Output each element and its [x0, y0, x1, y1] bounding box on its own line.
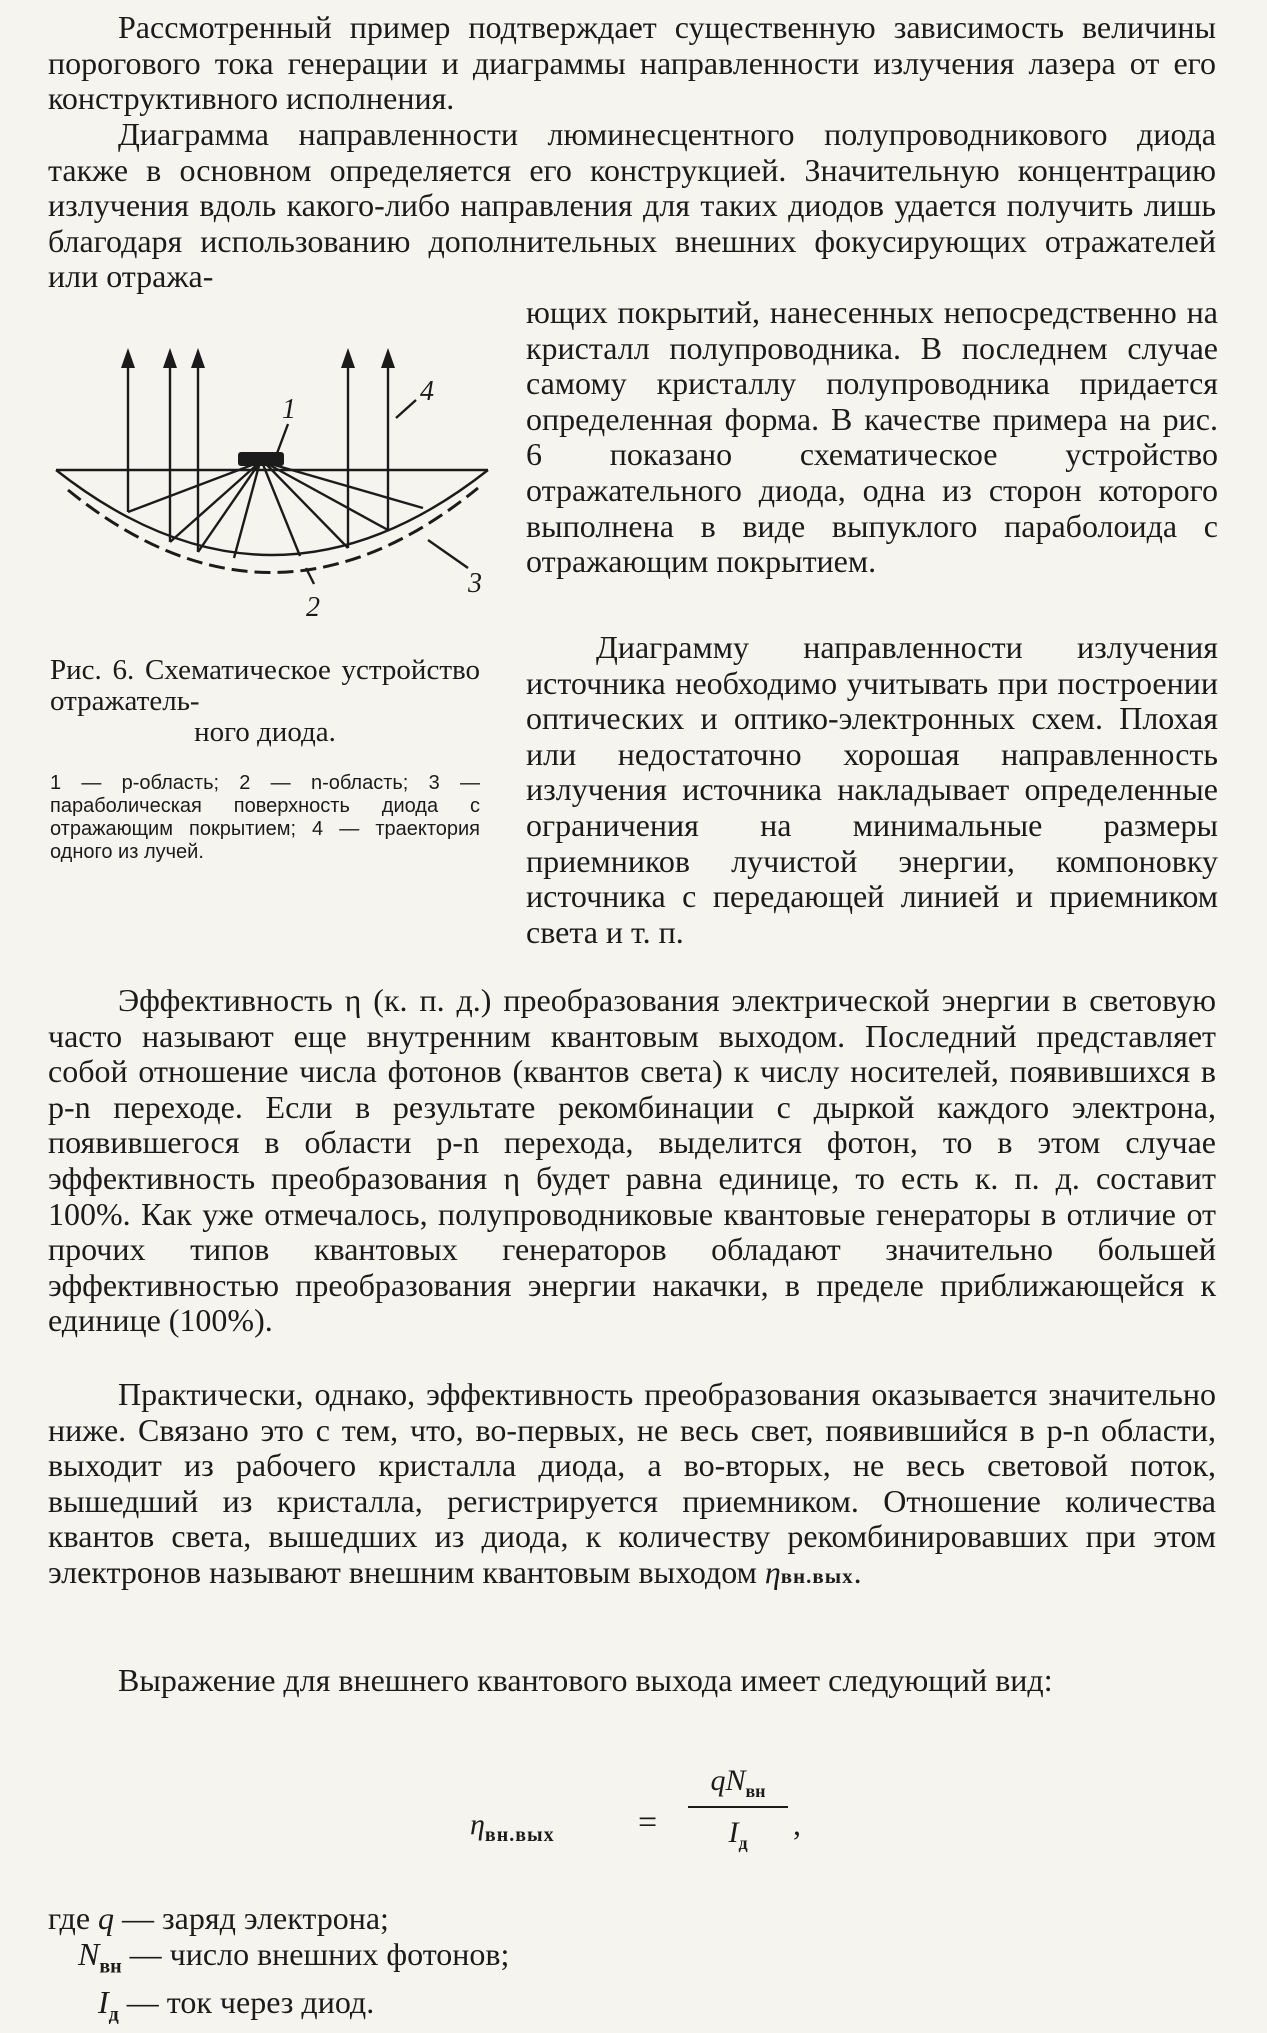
paragraph-6: Выражение для внешнего квантового выхода имеет следующий вид: [118, 1662, 1053, 1698]
paragraph-1: Рассмотренный пример подтверждает существенную зависимость величины порогового тока генерации и диаграммы направленности излучения лазера от его конструктивного исполнения. [48, 9, 1216, 117]
label-1: 1 [282, 394, 296, 425]
p-region-chip [238, 452, 284, 466]
paragraph-5-text: Практически, однако, эффективность преобразования оказывается значительно ниже. Связано это с тем, что, во-первых, не весь свет, появившийся в p-n области, выходит из рабочего кристалла диода, а во-вторых, не весь световой поток, вышедший из кристалла, регистрируется приемником. Отношение количества квантов света, вышедших из диода, к количеству рекомбинировавших при этом электронов называют внешним квантовым выходом [48, 1376, 1216, 1590]
definition-i: $I_д$ — ток через диод. [98, 1984, 375, 2026]
figure-caption-line-2: ного диода. [194, 716, 336, 748]
paragraph-5 [48, 1377, 1216, 1595]
figure-caption-line-1: Рис. 6. Схематическое устройство отражатель- [50, 654, 480, 717]
figure-legend: 1 — p-область; 2 — n-область; 3 — параболическая поверхность диода с отражающим покрытием; 4 — траектория одного из лучей. [50, 772, 480, 863]
label-2: 2 [306, 592, 320, 623]
paragraph-4: Эффективность η (к. п. д.) преобразования электрической энергии в световую часто называют еще внутренним квантовым выходом. Последний представляет собой отношение числа фотонов (квантов света) к числу носителей, появившихся в p-n переходе. Если в результате рекомбинации с дыркой каждого электрона, появившегося в области p-n перехода, выделится фотон, то в этом случае эффективность преобразования η будет равна единице, то есть к. п. д. составит 100%. Как уже отмечалось, полупроводниковые квантовые генераторы в отличие от прочих типов квантовых генераторов обладают значительно большей эффективностью преобразования энергии накачки, в пределе приближающейся к единице (100%). [48, 982, 1216, 1339]
fraction-bar [688, 1806, 788, 1808]
formula-numerator: $qN_{вн}$ [710, 1764, 766, 1801]
label-3: 3 [468, 568, 482, 599]
eta-subscript: вн.вых [780, 1563, 854, 1588]
definition-q: где q — заряд электрона; [48, 1900, 389, 1936]
eta-symbol: η [764, 1553, 781, 1590]
formula-lhs: $\eta_{вн.вых}$ [470, 1808, 555, 1846]
formula-fraction [688, 1760, 788, 1854]
definition-n: $N_{вн}$ — число внешних фотонов; [78, 1936, 510, 1978]
reflective-diode-figure [48, 340, 498, 630]
paragraph-3: Диаграмму направленности излучения источника необходимо учитывать при построении оптических и оптико-электронных схем. Плохая или недостаточно хорошая направленность излучения источника накладывает определенные ограничения на минимальные размеры приемников лучистой энергии, компоновку источника с передающей линией и приемником света и т. п. [526, 629, 1218, 950]
label-4: 4 [420, 376, 434, 407]
paragraph-2-wrap: ющих покрытий, нанесенных непосредственно на кристалл полупроводника. В последнем случае самому кристаллу полупроводника придается определенная форма. В качестве примера на рис. 6 показано схематическое устройство отражательного диода, одна из сторон которого выполнена в виде выпуклого параболоида с отражающим покрытием. [526, 294, 1218, 580]
paragraph-5-end: . [853, 1553, 862, 1590]
reflective-coating [68, 488, 478, 573]
external-quantum-yield-formula [0, 1760, 1267, 1880]
parabolic-surface [56, 470, 488, 555]
figure-caption-title [50, 655, 480, 748]
paragraph-2: Диаграмма направленности люминесцентного полупроводникового диода также в основном определяется его конструкцией. Значительную концентрацию излучения вдоль какого-либо направления для таких диодов удается получить лишь благодаря использованию дополнительных внешних фокусирующих отражателей или отража- [48, 116, 1216, 295]
formula-denominator: $I_д$ [728, 1816, 748, 1853]
formula-definitions [48, 1900, 509, 2033]
formula-comma: , [793, 1806, 801, 1842]
formula-equals: = [638, 1804, 658, 1841]
